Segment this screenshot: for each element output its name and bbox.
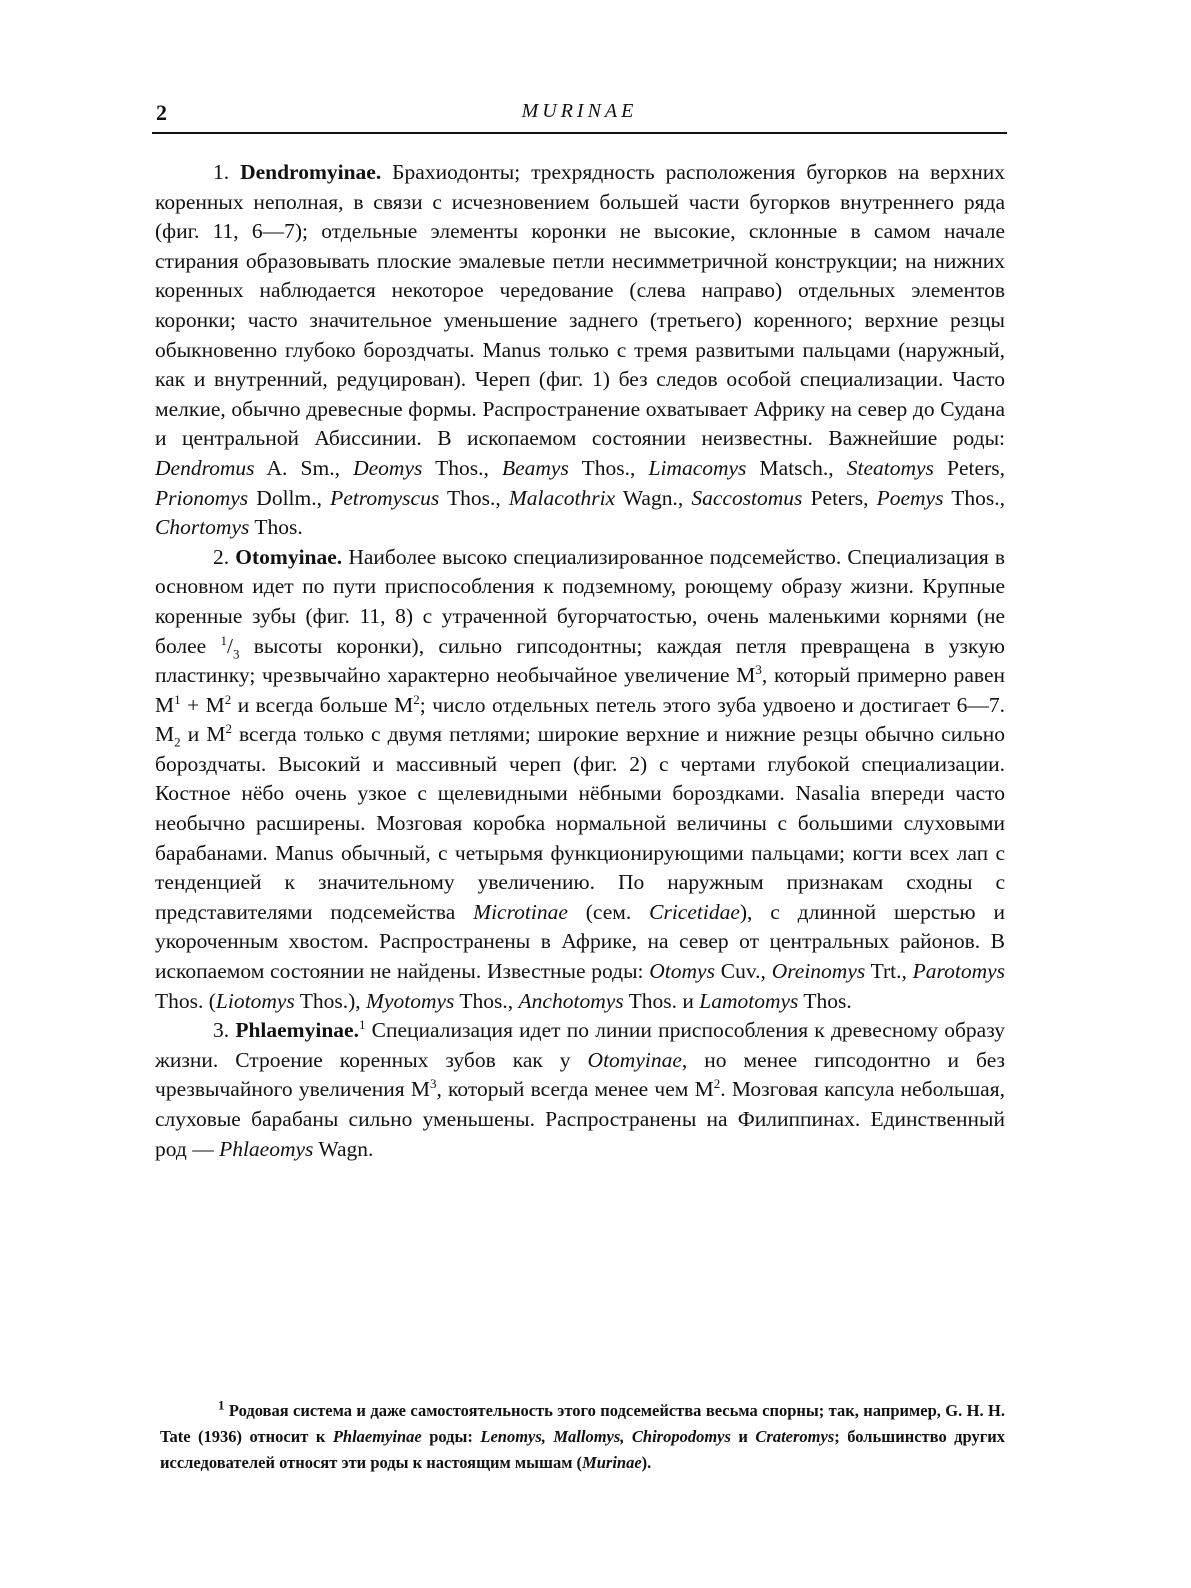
text-run: + M [180, 692, 225, 717]
text-run: Thos., [454, 988, 519, 1013]
genus-name: Otomys [649, 959, 715, 984]
genus-name: Anchotomys [518, 988, 624, 1013]
text-run: и M [180, 722, 226, 747]
text-run: Wagn., [615, 485, 692, 510]
genus-name: Prionomys [155, 485, 249, 510]
main-text [155, 158, 1005, 1164]
text-run: A. Sm., [254, 455, 354, 480]
tooth-index: 1 [174, 691, 181, 707]
text-run: , но менее гипсодонтно и без чрезвычайного увеличения M [155, 1047, 1005, 1102]
genus-name: Beamys [501, 455, 569, 480]
text-run: Cuv., [714, 959, 772, 984]
text-run: ; число отдельных петель этого зуба удвоено и достигает 6—7. M [155, 692, 1005, 747]
genus-name: Myotomys [366, 988, 455, 1013]
text-run: Dollm., [248, 485, 331, 510]
text-run: всегда только с двумя петлями; широкие верхние и нижние резцы обычно сильно бороздчаты. Высокий и массивный череп (фиг. 2) с чертами глубокой специализации. Костное нёбо очень узкое с щелевидными нёбными бороздками. Nasalia впереди часто необычно расширены. Мозговая коробка нормальной величины с большими слуховыми барабанами. Manus обычный, с четырьмя функционирующими пальцами; когти всех лап с тенденцией к значительному увеличению. По наружным признакам сходны с представителями подсемейства [155, 722, 1005, 924]
page-number: 2 [156, 100, 167, 125]
text-run: . Мозговая капсула небольшая, слуховые барабаны сильно уменьшены. Распространены на Филиппинах. Единственный род — [155, 1077, 1005, 1161]
tooth-index: 2 [224, 691, 232, 707]
text-run: 1. [213, 160, 241, 184]
text-run: Wagn. [313, 1136, 374, 1161]
genus-name: Crateromys [755, 1427, 835, 1446]
genus-name: Lamotomys [699, 988, 799, 1013]
genus-name: Deomys [353, 455, 423, 480]
text-run: Thos., [422, 455, 502, 480]
genus-name: Liotomys [215, 988, 295, 1013]
taxon-name: Murinae [582, 1453, 642, 1472]
text-run: Thos.), [294, 988, 367, 1013]
genus-name: Poemys [876, 485, 944, 510]
tooth-index: 2 [174, 734, 181, 750]
text-run: , который примерно равен M [155, 663, 1005, 717]
genus-name: Petromyscus [330, 485, 440, 510]
taxon-name: Cricetidae [649, 899, 740, 924]
footnote-number: 1 [218, 1397, 225, 1413]
paragraph-dendromyinae [155, 158, 1005, 543]
tooth-index: 2 [713, 1076, 721, 1092]
subfamily-heading: Otomyinae. [235, 544, 343, 569]
text-run: 2. [213, 544, 236, 569]
genus-names: Lenomys, Mallomys, Chiropodomys [480, 1427, 731, 1446]
text-run: 3. [213, 1018, 236, 1043]
text-run: Thos. и [623, 988, 700, 1013]
text-run: и [730, 1427, 756, 1446]
subfamily-heading: Phlaemyinae. [235, 1018, 359, 1043]
text-run: Trt., [865, 959, 913, 984]
taxon-name: Phlaemyinae [332, 1427, 422, 1446]
text-run: ), с длинной шерстью и укороченным хвостом. Распространены в Африке, на север от центральных районов. В ископаемом состоянии не найдены. Известные роды: [155, 899, 1005, 984]
text-run: Thos., [943, 485, 1005, 510]
fraction-denominator: 3 [232, 645, 240, 661]
text-run: , который всегда менее чем M [436, 1077, 714, 1102]
text-run: Peters, [933, 455, 1005, 480]
fraction-numerator: 1 [220, 632, 227, 648]
paragraph-phlaemyinae [155, 1016, 1005, 1164]
taxon-name: Otomyinae [587, 1047, 682, 1072]
paragraph-otomyinae [155, 543, 1005, 1017]
genus-name: Chortomys [155, 515, 250, 540]
subfamily-heading: Dendromyinae. [240, 160, 382, 184]
text-run: ; большинство других исследователей относят эти роды к настоящим мышам ( [160, 1427, 1005, 1472]
text-run: Peters, [802, 485, 877, 510]
footnote-marker: 1 [358, 1017, 366, 1033]
text-run: Thos. [249, 515, 303, 540]
text-run: (сем. [567, 899, 650, 924]
genus-name: Dendromus [155, 455, 255, 480]
tooth-index: 3 [755, 661, 762, 677]
text-run: высоты коронки), сильно гипсодонтны; каждая петля превращена в узкую пластинку; чрезвычайно характерно необычайное увеличение M [155, 633, 1005, 688]
genus-name: Malacothrix [508, 485, 616, 510]
text-run: Родовая система и даже самостоятельность этого подсемейства весьма спорны; так, например, G. H. H. Tate (1936) относит к [160, 1401, 1005, 1446]
text-run: и всегда больше M [231, 692, 414, 717]
tooth-index: 2 [225, 721, 232, 737]
footnote-1 [160, 1398, 1005, 1476]
genus-name: Limacomys [648, 455, 747, 480]
text-run: роды: [421, 1427, 481, 1446]
text-run: Matsch., [746, 455, 847, 480]
genus-name: Oreinomys [771, 959, 866, 984]
genus-name: Parotomys [912, 959, 1006, 984]
text-run: Thos. [798, 988, 852, 1013]
running-title: MURINAE [521, 100, 638, 122]
genus-name: Saccostomus [691, 485, 803, 510]
text-run: Thos., [568, 455, 649, 480]
genus-name: Steatomys [846, 455, 934, 480]
footnotes [160, 1398, 1005, 1476]
taxon-name: Microtinae [473, 899, 568, 924]
fraction-slash: / [227, 633, 233, 658]
tooth-index: 3 [429, 1076, 437, 1092]
text-run: Наиболее высоко специализированное подсемейство. Специализация в основном идет по пути приспособления к подземному, роющему образу жизни. Крупные коренные зубы (фиг. 11, 8) с утраченной бугорчатостью, очень маленькими корнями (не более [155, 544, 1006, 658]
text-run: Thos., [439, 485, 509, 510]
page-header [152, 96, 1007, 134]
text-run: Thos. ( [155, 988, 216, 1013]
text-run: Специализация идет по линии приспособления к древесному образу жизни. Строение коренных зубов как у [155, 1018, 1005, 1072]
text-run: ). [641, 1453, 652, 1472]
genus-name: Phlaeomys [219, 1136, 314, 1161]
tooth-index: 2 [413, 691, 420, 707]
text-run: Брахиодонты; трехрядность расположения бугорков на верхних коренных неполная, в связи с исчезновением большей части бугорков внутреннего ряда (фиг. 11, 6—7); отдельные элементы коронки не высокие, склонные в самом начале стирания образовывать плоские эмалевые петли несимметричной конструкции; на нижних коренных наблюдается некоторое чередование (слева направо) отдельных элементов коронки; часто значительное уменьшение заднего (третьего) коренного; верхние резцы обыкновенно глубоко бороздчаты. Manus только с тремя развитыми пальцами (наружный, как и внутренний, редуцирован). Череп (фиг. 1) без следов особой специализации. Часто мелкие, обычно древесные формы. Распространение охватывает Африку на север до Судана и центральной Абиссинии. В ископаемом состоянии неизвестны. Важнейшие роды: [155, 160, 1006, 451]
